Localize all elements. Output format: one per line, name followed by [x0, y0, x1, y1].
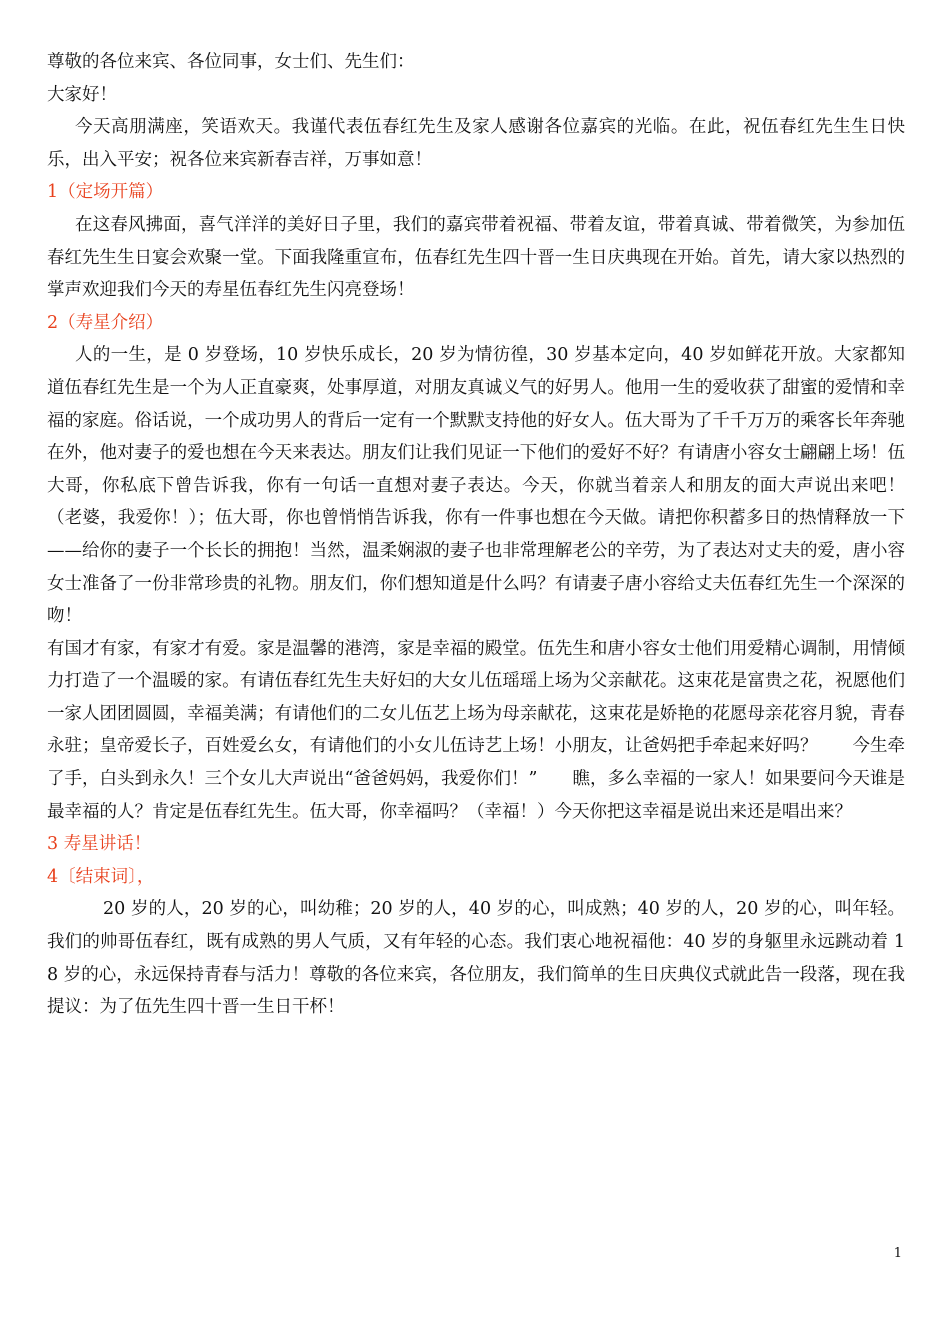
page-number: 1 [893, 1246, 902, 1261]
opening-paragraph: 在这春风拂面，喜气洋洋的美好日子里，我们的嘉宾带着祝福、带着友谊，带着真诚、带着微笑，为参加伍春红先生生日宴会欢聚一堂。下面我隆重宣布，伍春红先生四十晋一生日庆典现在开始。首先，请大家以热烈的掌声欢迎我们今天的寿星伍春红先生闪亮登场！ [47, 214, 905, 301]
section-heading-closing: 4〔结束词〕， [47, 866, 155, 887]
introduction-paragraph-2: 有国才有家，有家才有爱。家是温馨的港湾，家是幸福的殿堂。伍先生和唐小容女士他们用爱精心调制，用情倾力打造了一个温暖的家。有请伍春红先生夫好妇的大女儿伍瑶瑶上场为父亲献花。这束花是富贵之花，祝愿他们一家人团团圆圆，幸福美满；有请他们的二女儿伍艺上场为母亲献花，这束花是娇艳的花愿母亲花容月貌，青春永驻；皇帝爱长子，百姓爱幺女，有请他们的小女儿伍诗艺上场！小朋友，让爸妈把手牵起来好吗？ 今生牵了手，白头到永久！三个女儿大声说出“爸爸妈妈，我爱你们！” 瞧，多么幸福的一家人！如果要问今天谁是最幸福的人？肯定是伍春红先生。伍大哥，你幸福吗？（幸福！）今天你把这幸福是说出来还是唱出来？ [47, 638, 905, 822]
document-body [47, 46, 940, 1024]
intro-paragraph: 今天高朋满座，笑语欢天。我谨代表伍春红先生及家人感谢各位嘉宾的光临。在此，祝伍春红先生生日快乐，出入平安；祝各位来宾新春吉祥，万事如意！ [47, 117, 905, 170]
closing-paragraph: 20 岁的人，20 岁的心，叫幼稚；20 岁的人，40 岁的心，叫成熟；40 岁的人，20 岁的心，叫年轻。我们的帅哥伍春红，既有成熟的男人气质，又有年轻的心态。我们衷心地祝福他：40 岁的身躯里永远跳动着 18 岁的心，永远保持青春与活力！尊敬的各位来宾，各位朋友，我们简单的生日庆典仪式就此告一段落，现在我提议：为了伍先生四十晋一生日干杯！ [47, 899, 905, 1018]
introduction-paragraph-1: 人的一生，是 0 岁登场，10 岁快乐成长，20 岁为情彷徨，30 岁基本定向，40 岁如鲜花开放。大家都知道伍春红先生是一个为人正直豪爽，处事厚道，对朋友真诚义气的好男人。他用一生的爱收获了甜蜜的爱情和幸福的家庭。俗话说，一个成功男人的背后一定有一个默默支持他的好女人。伍大哥为了千千万万的乘客长年奔驰在外，他对妻子的爱也想在今天来表达。朋友们让我们见证一下他们的爱好不好？有请唐小容女士翩翩上场！伍大哥，你私底下曾告诉我，你有一句话一直想对妻子表达。今天，你就当着亲人和朋友的面大声说出来吧！ （老婆，我爱你！）；伍大哥，你也曾悄悄告诉我，你有一件事也想在今天做。请把你积蓄多日的热情释放一下——给你的妻子一个长长的拥抱！当然，温柔娴淑的妻子也非常理解老公的辛劳，为了表达对丈夫的爱，唐小容女士准备了一份非常珍贵的礼物。朋友们，你们想知道是什么吗？有请妻子唐小容给丈夫伍春红先生一个深深的吻！ [47, 345, 940, 627]
section-heading-speech: 3 寿星讲话！ [47, 834, 152, 855]
hello-line: 大家好！ [47, 84, 117, 105]
greeting: 尊敬的各位来宾、各位同事，女士们、先生们： [47, 52, 415, 72]
section-heading-introduction: 2（寿星介绍） [47, 312, 164, 333]
section-heading-opening: 1（定场开篇） [47, 182, 164, 203]
